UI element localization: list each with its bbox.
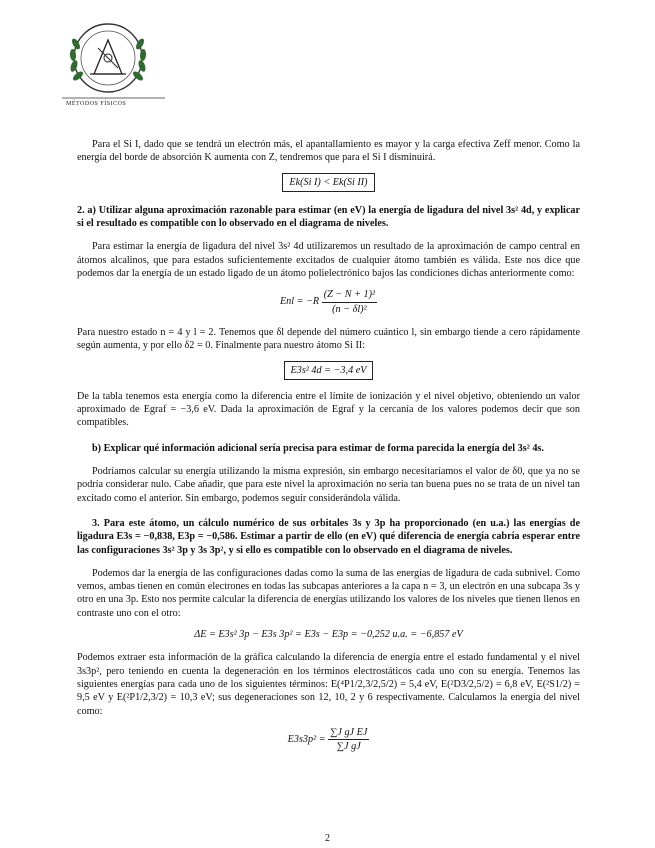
heading-question-2a: 2. a) Utilizar alguna aproximación razonable para estimar (en eV) la energía de ligadura del nivel 3s² 4d, y explicar si el resultado es compatible con lo observado en el diagrama de niveles. bbox=[77, 204, 580, 230]
equation-binding-energy bbox=[77, 288, 580, 316]
equation-lhs-average: E3s3p² = bbox=[287, 733, 326, 745]
paragraph-si-i: Para el Si I, dado que se tendrá un electrón más, el apantallamiento es mayor y la carga efectiva Zeff menor. Como la energía del borde de absorción K aumenta con Z, tendremos que para el Si I disminuirá. bbox=[77, 139, 580, 164]
paragraph-degeneracy: Podemos extraer esta información de la gráfica calculando la diferencia de energía entre el estado fundamental y el nivel 3s3p², pero teniendo en cuenta la degeneración en los términos electrostáticos cada uno con su energía. Tenemos las siguientes energías para cada uno de los siguientes términos: E(⁴P1/2,3/2,5/2) = 5,4 eV, E(²D3/2,5/2) = 6,8 eV, E(²S1/2) = 9,5 eV y E(²P1/2,3/2) = 10,3 eV; sus degeneraciones son 12, 10, 2 y 6 respectivamente. Calculamos la energía del nivel como: bbox=[77, 652, 580, 717]
heading-question-3: 3. Para este átomo, un cálculo numérico de sus orbitales 3s y 3p ha proporcionado (en u.a.) las energías de ligadura E3s = −0,838, E3p = −0,586. Estimar a partir de ello (en eV) qué diferencia de energía cabría esperar entre las configuraciones 3s² 3p y 3s 3p², y si ello es compatible con lo observado en el diagrama de niveles. bbox=[77, 517, 580, 556]
equation-fraction bbox=[322, 288, 377, 316]
paragraph-delta-zero: Podríamos calcular su energía utilizando la misma expresión, sin embargo necesitaríamos el valor de δ0, que ya no se podría considerar nulo. Cabe añadir, que para este nivel la aproximación no sería tan buena pues no se trata de un nivel tan excitado como el anterior. Sin embargo, podemos seguir considerándola válida. bbox=[77, 466, 580, 504]
logo-caption: MÉTODOS FÍSICOS bbox=[66, 101, 127, 107]
document-body bbox=[77, 138, 580, 763]
fraction-denominator: (n − δl)² bbox=[332, 303, 367, 315]
heading-question-2b: b) Explicar qué información adicional sería precisa para estimar de forma parecida la energía del 3s² 4s. bbox=[92, 442, 544, 454]
paragraph-configurations: Podemos dar la energía de las configuraciones dadas como la suma de las energías de ligadura de cada subnivel. Como vemos, ambas tienen en común electrones en todas las subcapas anteriores a la capa n = 3, un electrón en una subcapa 3s y otro en una 3p. Esto nos permite calcular la diferencia de energías utilizando los valores de los niveles que tienen llenos en contraste uno con el otro: bbox=[77, 567, 580, 619]
boxed-result-2 bbox=[77, 361, 580, 380]
equation-energy-difference: ΔE = E3s² 3p − E3s 3p² = E3s − E3p = −0,252 u.a. = −6,857 eV bbox=[194, 629, 463, 641]
boxed-result-1 bbox=[77, 173, 580, 192]
boxed-energy-4d: E3s² 4d = −3,4 eV bbox=[284, 361, 374, 380]
page-number: 2 bbox=[325, 833, 330, 844]
fraction-denominator-average: ∑J gJ bbox=[336, 741, 361, 753]
paragraph-approximation: Para estimar la energía de ligadura del nivel 3s² 4d utilizaremos un resultado de la aproximación de campo central en átomos alcalinos, que para estados suficientemente excitados de cualquier átomo también es válida. Este nos dice que podemos dar la energía de un estado ligado de un átomo polielectrónico bajos las condiciones dichas anteriormente como: bbox=[77, 241, 580, 280]
equation-fraction-average bbox=[328, 726, 369, 754]
seal-emblem-icon bbox=[60, 18, 170, 114]
fraction-numerator: (Z − N + 1)² bbox=[322, 288, 377, 302]
equation-lhs: Enl = −R bbox=[279, 296, 320, 308]
paragraph-state-values: Para nuestro estado n = 4 y l = 2. Tenemos que δl depende del número cuántico l, sin embargo tiende a cero rápidamente según aumenta, y por ello δ2 = 0. Finalmente para nuestro átomo Si II: bbox=[77, 326, 580, 352]
university-seal-logo bbox=[60, 18, 170, 114]
fraction-numerator-average: ∑J gJ EJ bbox=[328, 726, 369, 740]
paragraph-table-comparison: De la tabla tenemos esta energía como la diferencia entre el límite de ionización y el nivel objetivo, obteniendo un valor aproximado de Egraf = −3,6 eV. Dada la aproximación de Egraf y la cercanía de los valores podemos decir que son compatibles. bbox=[77, 390, 580, 429]
boxed-inequality: Ek(Si I) < Ek(Si II) bbox=[282, 173, 374, 192]
equation-weighted-average bbox=[77, 726, 580, 754]
